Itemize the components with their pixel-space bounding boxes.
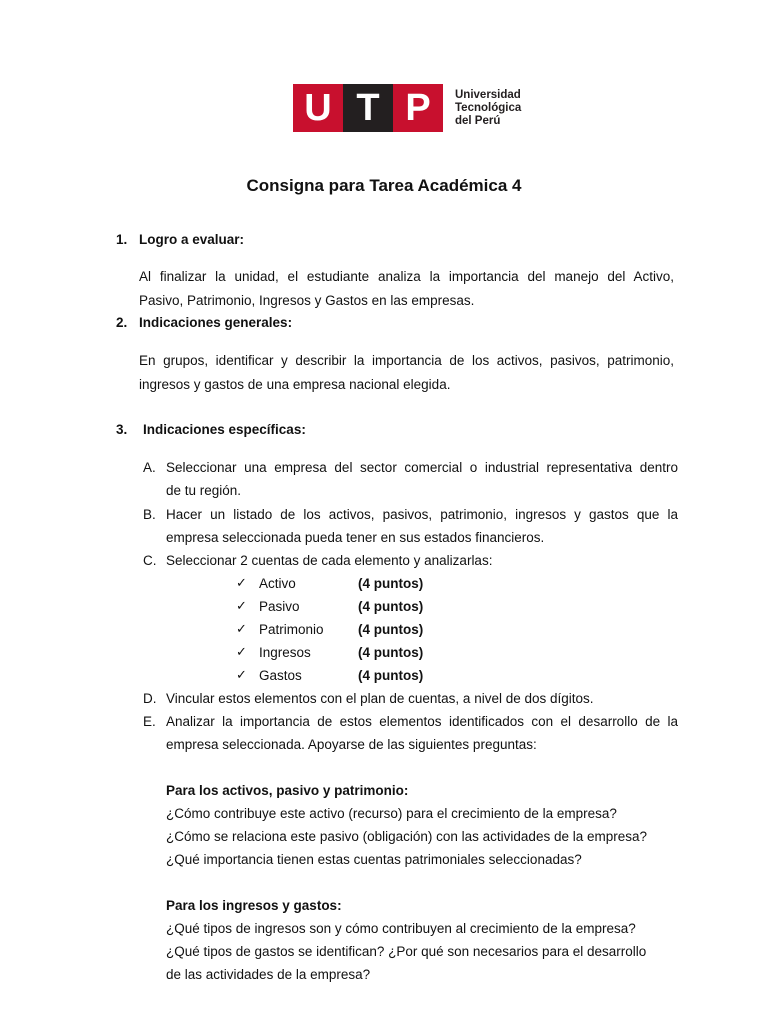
question-line: ¿Cómo se relaciona este pasivo (obligación) con las actividades de la empresa? (166, 829, 648, 844)
list-item-line: empresa seleccionada pueda tener en sus estados financieros. (166, 530, 545, 545)
list-item-text (166, 710, 678, 756)
list-letter: A. (143, 460, 156, 475)
list-item-text (166, 687, 678, 710)
account-name: Gastos (259, 668, 302, 683)
checkmark-icon: ✓ (236, 599, 247, 614)
questions-heading: Para los ingresos y gastos: (166, 898, 342, 913)
questions-heading: Para los activos, pasivo y patrimonio: (166, 783, 409, 798)
points-label: (4 puntos) (358, 668, 424, 683)
points-label: (4 puntos) (358, 599, 424, 614)
section-title-logro: Logro a evaluar: (139, 232, 245, 247)
list-item-line: Seleccionar una empresa del sector comercial o industrial representativa dentro (166, 460, 678, 475)
logo-text-line: del Perú (455, 114, 501, 127)
question-line: ¿Qué tipos de gastos se identifican? ¿Por qué son necesarios para el desarrollo (166, 944, 647, 959)
list-letter: D. (143, 691, 157, 706)
list-item-line: Analizar la importancia de estos elementos identificados con el desarrollo de la (166, 714, 678, 729)
list-letter: E. (143, 714, 156, 729)
question-line: de las actividades de la empresa? (166, 967, 371, 982)
list-item-line: Seleccionar 2 cuentas de cada elemento y analizarlas: (166, 553, 493, 568)
logo-text-line: Tecnológica (455, 101, 522, 114)
list-letter: C. (143, 553, 157, 568)
section-generales-text (139, 349, 674, 397)
section-number: 1. (116, 232, 128, 247)
paragraph-line: ingresos y gastos de una empresa nacional elegida. (139, 377, 451, 392)
section-logro-text (139, 265, 674, 313)
list-letter: B. (143, 507, 156, 522)
paragraph-line: Pasivo, Patrimonio, Ingresos y Gastos en las empresas. (139, 293, 475, 308)
section-number: 2. (116, 315, 128, 330)
points-label: (4 puntos) (358, 576, 424, 591)
utp-logo (293, 84, 521, 132)
logo-letter-u: U (293, 84, 343, 132)
logo-letter-blocks (293, 84, 443, 132)
logo-letter-t: T (343, 84, 393, 132)
section-number: 3. (116, 422, 128, 437)
checkmark-icon: ✓ (236, 668, 247, 683)
paragraph-line: En grupos, identificar y describir la importancia de los activos, pasivos, patrimonio, (139, 353, 674, 368)
list-item-text (166, 549, 678, 572)
list-item-text (166, 456, 678, 502)
list-item-text (166, 503, 678, 549)
list-item-line: empresa seleccionada. Apoyarse de las siguientes preguntas: (166, 737, 537, 752)
list-item-line: de tu región. (166, 483, 242, 498)
list-item-line: Hacer un listado de los activos, pasivos, patrimonio, ingresos y gastos que la (166, 507, 678, 522)
account-name: Pasivo (259, 599, 300, 614)
question-line: ¿Cómo contribuye este activo (recurso) para el crecimiento de la empresa? (166, 806, 617, 821)
question-line: ¿Qué tipos de ingresos son y cómo contribuyen al crecimiento de la empresa? (166, 921, 636, 936)
questions-ingresos-gastos (166, 894, 678, 986)
logo-wordmark (455, 89, 521, 128)
account-name: Ingresos (259, 645, 311, 660)
document-title: Consigna para Tarea Académica 4 (246, 176, 522, 195)
account-name: Activo (259, 576, 296, 591)
points-label: (4 puntos) (358, 645, 424, 660)
section-title-indicaciones-generales: Indicaciones generales: (139, 315, 293, 330)
account-name: Patrimonio (259, 622, 324, 637)
section-title-indicaciones-especificas: Indicaciones específicas: (143, 422, 306, 437)
checkmark-icon: ✓ (236, 645, 247, 660)
question-line: ¿Qué importancia tienen estas cuentas patrimoniales seleccionadas? (166, 852, 582, 867)
logo-letter-p: P (393, 84, 443, 132)
checkmark-icon: ✓ (236, 622, 247, 637)
checkmark-icon: ✓ (236, 576, 247, 591)
paragraph-line: Al finalizar la unidad, el estudiante analiza la importancia del manejo del Activo, (139, 269, 674, 284)
points-label: (4 puntos) (358, 622, 424, 637)
questions-activos-pasivo-patrimonio (166, 779, 678, 871)
list-item-line: Vincular estos elementos con el plan de cuentas, a nivel de dos dígitos. (166, 691, 594, 706)
logo-text-line: Universidad (455, 88, 521, 101)
